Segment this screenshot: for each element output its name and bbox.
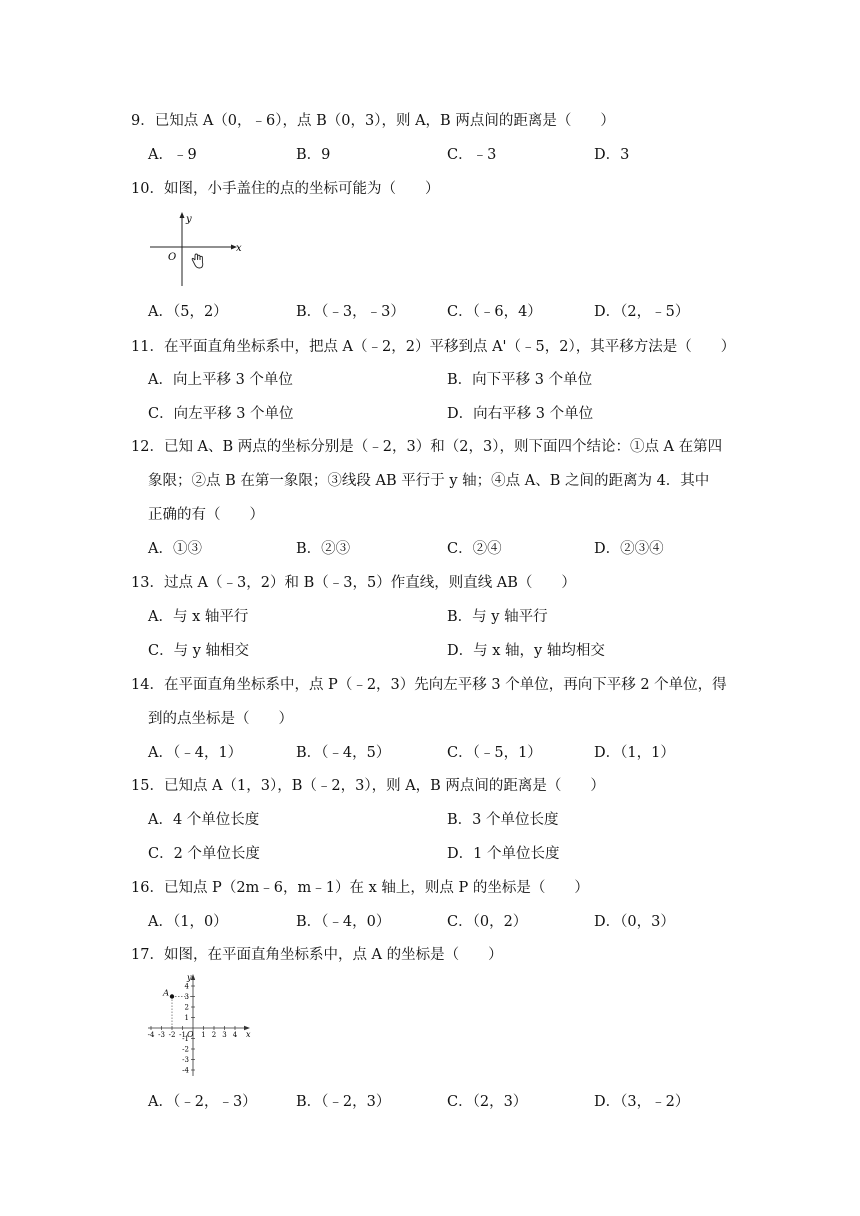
q15-option-a: A．4 个单位长度 [148, 812, 260, 828]
q17-y-label: y [187, 973, 192, 982]
q15-option-c: C．2 个单位长度 [148, 846, 260, 862]
q17-y-tick-label: 4 [184, 982, 189, 991]
q11-option-c: C．向左平移 3 个单位 [148, 406, 294, 422]
q12-stem-line-2: 象限；②点 B 在第一象限；③线段 AB 平行于 y 轴；④点 A、B 之间的距离为 4．其中 [148, 473, 710, 489]
q17-origin-label: O [187, 1030, 194, 1039]
q10-option-d: D．（2，﹣5） [594, 304, 690, 320]
q17-y-tick-label: -1 [182, 1035, 189, 1043]
q10-origin-label: O [168, 252, 177, 263]
q17-x-tick-label: -3 [158, 1031, 165, 1039]
q9-option-d: D．3 [594, 147, 630, 163]
q17-point-label: A [163, 988, 170, 999]
q17-y-tick-label: 3 [184, 993, 189, 1001]
q16-stem: 16．已知点 P（2m﹣6，m﹣1）在 x 轴上，则点 P 的坐标是（ ） [131, 880, 589, 896]
q14-option-d: D．（1，1） [594, 745, 675, 761]
q11-option-a: A．向上平移 3 个单位 [148, 372, 293, 388]
q11-option-b: B．向下平移 3 个单位 [447, 372, 593, 388]
q14-stem-line-1: 14．在平面直角坐标系中，点 P（﹣2，3）先向左平移 3 个单位，再向下平移 2 个单位，得 [131, 677, 727, 693]
q9-stem: 9．已知点 A（0，﹣6），点 B（0，3），则 A，B 两点间的距离是（ ） [131, 113, 615, 129]
q10-axes-figure [148, 208, 248, 288]
q17-x-tick-label: -1 [179, 1031, 186, 1039]
q12-option-b: B．②③ [296, 541, 351, 557]
q17-y-tick-label: 1 [184, 1014, 189, 1022]
q13-option-c: C．与 y 轴相交 [148, 643, 250, 659]
q17-option-b: B．（﹣2，3） [296, 1094, 391, 1110]
q17-x-tick-label: -4 [147, 1031, 155, 1039]
q17-y-tick-label: 2 [184, 1003, 189, 1012]
q13-stem: 13．过点 A（﹣3，2）和 B（﹣3，5）作直线，则直线 AB（ ） [131, 575, 576, 591]
q17-x-tick-label: 3 [222, 1031, 227, 1039]
q14-option-c: C．（﹣5，1） [447, 745, 542, 761]
q17-option-a: A．（﹣2，﹣3） [148, 1094, 257, 1110]
q10-option-b: B．（﹣3，﹣3） [296, 304, 405, 320]
q16-option-c: C．（0，2） [447, 914, 528, 930]
q16-option-d: D．（0，3） [594, 914, 675, 930]
q12-stem-line-3: 正确的有（ ） [148, 507, 264, 523]
q17-y-tick-label: -4 [182, 1066, 189, 1075]
q15-option-b: B．3 个单位长度 [447, 812, 559, 828]
q17-coordinate-figure [146, 970, 258, 1080]
q17-y-tick-label: -2 [182, 1045, 189, 1054]
q13-option-a: A．与 x 轴平行 [148, 609, 249, 625]
q9-option-a: A．﹣9 [148, 147, 197, 163]
q14-option-b: B．（﹣4，5） [296, 745, 391, 761]
q14-stem-line-2: 到的点坐标是（ ） [148, 711, 293, 727]
q16-option-b: B．（﹣4，0） [296, 914, 391, 930]
q9-option-c: C．﹣3 [447, 147, 497, 163]
q10-stem: 10．如图，小手盖住的点的坐标可能为（ ） [131, 181, 440, 197]
q11-option-d: D．向右平移 3 个单位 [447, 406, 594, 422]
q13-option-d: D．与 x 轴，y 轴均相交 [447, 643, 605, 659]
q10-y-label: y [186, 214, 192, 225]
q10-option-a: A．（5，2） [148, 304, 228, 320]
q12-option-c: C．②④ [447, 541, 502, 557]
q11-stem: 11．在平面直角坐标系中，把点 A（﹣2，2）平移到点 A'（﹣5，2），其平移方法是（ ） [131, 339, 736, 355]
q17-stem: 17．如图，在平面直角坐标系中，点 A 的坐标是（ ） [131, 947, 503, 963]
q17-y-tick-label: -3 [182, 1056, 189, 1064]
q16-option-a: A．（1，0） [148, 914, 228, 930]
q17-x-tick-label: 1 [201, 1031, 206, 1039]
q17-x-tick-label: 2 [211, 1031, 217, 1039]
q15-option-d: D．1 个单位长度 [447, 846, 560, 862]
q17-option-d: D．（3，﹣2） [594, 1094, 690, 1110]
q12-stem-line-1: 12．已知 A、B 两点的坐标分别是（﹣2，3）和（2，3），则下面四个结论：①点 A 在第四 [131, 439, 723, 455]
q9-option-b: B．9 [296, 147, 331, 163]
q15-stem: 15．已知点 A（1，3），B（﹣2，3），则 A，B 两点间的距离是（ ） [131, 778, 605, 794]
q12-option-d: D．②③④ [594, 541, 664, 557]
q17-point-a [170, 994, 174, 998]
hand-icon [192, 254, 203, 268]
q10-x-label: x [236, 243, 242, 254]
q17-x-label: x [246, 1030, 251, 1039]
q10-option-c: C．（﹣6，4） [447, 304, 542, 320]
q14-option-a: A．（﹣4，1） [148, 745, 243, 761]
q17-option-c: C．（2，3） [447, 1094, 528, 1110]
q12-option-a: A．①③ [148, 541, 202, 557]
q17-x-tick-label: 4 [232, 1031, 238, 1039]
q17-x-tick-label: -2 [168, 1031, 176, 1039]
q13-option-b: B．与 y 轴平行 [447, 609, 548, 625]
